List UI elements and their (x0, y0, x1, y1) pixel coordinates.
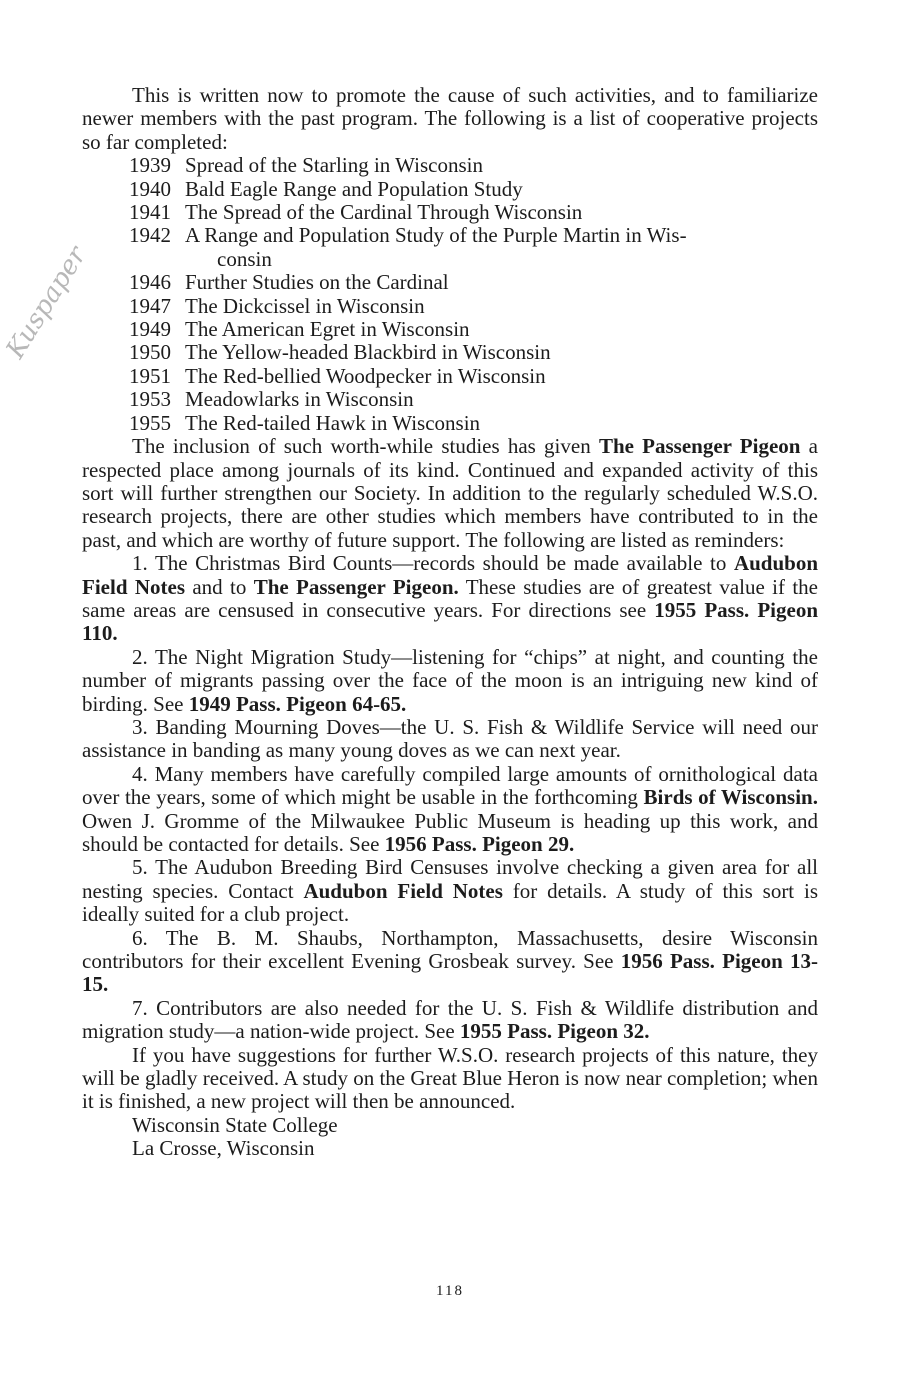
citation: 1955 Pass. Pigeon 110. (82, 597, 818, 646)
inclusion-text: The inclusion of such worth-while studies has given (132, 434, 599, 459)
closing-paragraph: If you have suggestions for further W.S.O. research projects of this nature, they will be gladly received. A study on the Great Blue Heron is now near completion; when it is finished, a new project will then be announced. (82, 1042, 818, 1114)
reminder-1: 1. The Christmas Bird Counts—records should be made available to Audubon Field Notes and to The Passenger Pigeon. These studies are of greatest value if the same areas are censused in consecutive years. For directions see 1955 Pass. Pigeon 110. (82, 551, 818, 646)
project-year: 1947 (129, 293, 171, 318)
signature-line: La Crosse, Wisconsin (132, 1136, 315, 1161)
project-title: Spread of the Starling in Wisconsin (185, 153, 483, 178)
reminder-6: 6. The B. M. Shaubs, Northampton, Massachusetts, desire Wisconsin contributors for their excellent Evening Grosbeak survey. See 1956 Pass. Pigeon 13-15. (82, 925, 819, 997)
project-title-wrap (185, 224, 818, 271)
project-title: A Range and Population Study of the Purple Martin in Wis- (185, 223, 687, 248)
project-item (129, 271, 818, 294)
project-year: 1939 (129, 153, 171, 178)
project-year: 1942 (129, 223, 171, 248)
project-title: The Yellow-headed Blackbird in Wisconsin (185, 340, 551, 365)
signature-line: Wisconsin State College (132, 1112, 338, 1137)
project-title: The Red-bellied Woodpecker in Wisconsin (185, 363, 546, 388)
project-year: 1940 (129, 176, 171, 201)
citation: 1956 Pass. Pigeon 13-15. (82, 949, 819, 997)
reminder-4: 4. Many members have carefully compiled large amounts of ornithological data over the years, some of which might be usable in the forthcoming Birds of Wisconsin. Owen J. Gromme of the Milwaukee Public Museum is heading up this work, and should be contacted for details. See 1956 Pass. Pigeon 29. (82, 761, 818, 856)
inclusion-paragraph (82, 435, 818, 552)
project-title: The Red-tailed Hawk in Wisconsin (185, 410, 481, 435)
project-title: The Dickcissel in Wisconsin (185, 293, 425, 318)
project-title: Bald Eagle Range and Population Study (185, 176, 523, 201)
project-item (129, 365, 818, 388)
project-year: 1955 (129, 410, 171, 435)
project-year: 1951 (129, 363, 171, 388)
project-year: 1941 (129, 200, 171, 225)
reminder-2: 2. The Night Migration Study—listening for “chips” at night, and counting the number of migrants passing over the face of the moon is an intriguing new kind of birding. See 1949 Pass. Pigeon 64-65. (82, 644, 818, 716)
project-list (82, 154, 818, 435)
project-title: Further Studies on the Cardinal (185, 270, 449, 295)
project-title: The Spread of the Cardinal Through Wisconsin (185, 200, 583, 225)
journal-title: The Passenger Pigeon. (253, 574, 459, 599)
project-item (129, 201, 818, 224)
citation: 1949 Pass. Pigeon 64-65. (188, 691, 407, 716)
project-item (129, 388, 818, 411)
project-item (129, 178, 818, 201)
project-item (129, 295, 818, 318)
project-year: 1950 (129, 340, 171, 365)
intro-paragraph: This is written now to promote the cause of such activities, and to familiarize newer members with the past program. The following is a list of cooperative projects so far completed: (82, 83, 818, 154)
book-title: Birds of Wisconsin. (643, 785, 818, 810)
project-item (129, 318, 818, 341)
project-year: 1949 (129, 317, 171, 342)
reminder-7: 7. Contributors are also needed for the U. S. Fish & Wildlife distribution and migration study—a nation-wide project. See 1955 Pass. Pigeon 32. (82, 995, 818, 1044)
project-year: 1953 (129, 387, 171, 412)
article-body (82, 84, 818, 1161)
project-item (129, 154, 818, 177)
project-item (129, 412, 818, 435)
inclusion-text: a respected place among journals of its kind. Continued and expanded activity of this sort will further strengthen our Society. In addition to the regularly scheduled W.S.O. research projects, there are other studies which members have contributed to in the past, and which are worthy of future support. The following are listed as reminders: (82, 434, 818, 552)
project-title: The American Egret in Wisconsin (185, 317, 470, 342)
journal-title: Audubon Field Notes (82, 551, 818, 599)
project-item (129, 224, 818, 271)
project-year: 1946 (129, 270, 171, 295)
project-title-continuation: consin (217, 246, 272, 271)
citation: 1956 Pass. Pigeon 29. (384, 832, 575, 856)
journal-title: Audubon Field Notes (303, 878, 503, 903)
handwritten-margin-note: Kuspaper (0, 241, 93, 364)
page-number: 118 (436, 1283, 464, 1299)
project-item (129, 341, 818, 364)
project-title: Meadowlarks in Wisconsin (185, 387, 414, 412)
reminder-3: 3. Banding Mourning Doves—the U. S. Fish & Wildlife Service will need our assistance in banding as many young doves as we can next year. (82, 714, 818, 763)
citation: 1955 Pass. Pigeon 32. (459, 1019, 650, 1044)
reminder-5: 5. The Audubon Breeding Bird Censuses involve checking a given area for all nesting species. Contact Audubon Field Notes for details. A study of this sort is ideally suited for a club project. (82, 855, 819, 927)
journal-title: The Passenger Pigeon (598, 434, 801, 459)
